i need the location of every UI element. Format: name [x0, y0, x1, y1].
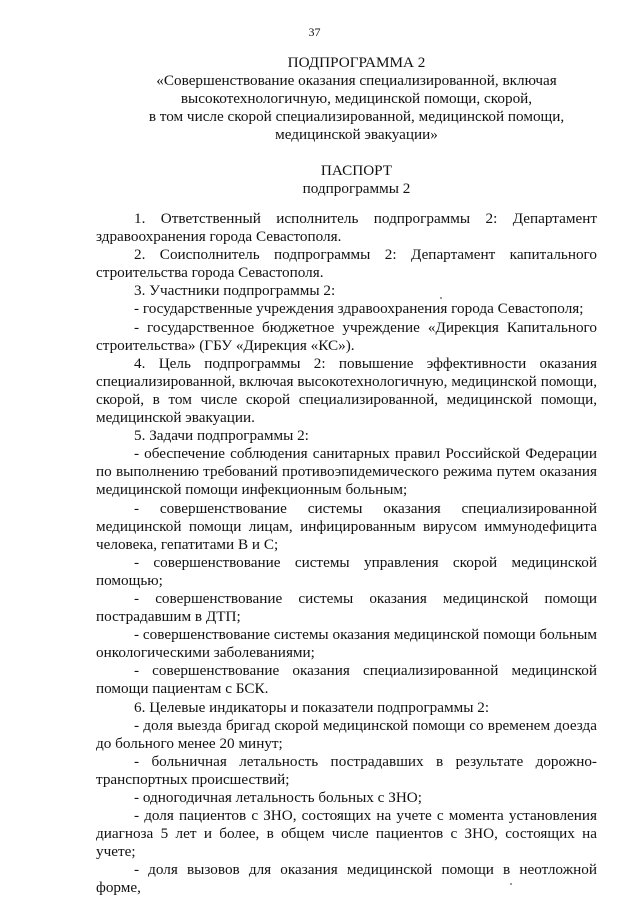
body-line: 3. Участники подпрограммы 2:	[134, 282, 336, 300]
body-line: строительства города Севастополя.	[96, 264, 324, 282]
body-line: здравоохранения города Севастополя.	[96, 228, 342, 246]
subprogram-title: ПОДПРОГРАММА 2	[287, 54, 426, 71]
page-number: 37	[308, 25, 321, 39]
body-line: - совершенствование оказания специализированной медицинской	[134, 662, 597, 680]
body-line: помощи пациентам с БСК.	[96, 680, 269, 698]
body-line: специализированной, включая высокотехнологичную, медицинской помощи,	[96, 372, 597, 390]
body-line: - совершенствование системы оказания медицинской помощи больным	[134, 626, 597, 644]
scan-speck	[510, 883, 512, 885]
body-line: - доля выезда бригад скорой медицинской помощи со временем доезда	[134, 716, 597, 734]
body-line: - совершенствование системы оказания медицинской помощи	[134, 589, 597, 607]
passport-heading	[96, 162, 597, 198]
body-line: человека, гепатитами В и С;	[96, 535, 279, 553]
body-line: 5. Задачи подпрограммы 2:	[134, 427, 309, 445]
body-line: - государственные учреждения здравоохранения города Севастополя;	[134, 300, 584, 318]
body-line: - больничная летальность пострадавших в результате дорожно-	[134, 752, 597, 770]
body-line: медицинской помощи лицам, инфицированным вирусом иммунодефицита	[96, 517, 597, 535]
subprogram-subtitle-line: медицинской эвакуации»	[275, 126, 438, 143]
body-line: 1. Ответственный исполнитель подпрограммы 2: Департамент	[134, 210, 597, 227]
body-line: 2. Соисполнитель подпрограммы 2: Департамент капитального	[134, 246, 597, 264]
subprogram-subtitle-line: «Совершенствование оказания специализированной, включая	[156, 72, 557, 89]
passport-subtitle: подпрограммы 2	[302, 180, 411, 197]
body-line: - совершенствование системы управления скорой медицинской	[134, 553, 597, 571]
subprogram-subtitle-line: высокотехнологичную, медицинской помощи, скорой,	[180, 90, 533, 107]
body-line: медицинской эвакуации.	[96, 409, 255, 427]
body-line: 4. Цель подпрограммы 2: повышение эффективности оказания	[134, 354, 597, 372]
body-line: - доля пациентов с ЗНО, состоящих на учете с момента установления	[134, 807, 597, 825]
body-line: - одногодичная летальность больных с ЗНО;	[134, 789, 422, 806]
passport-body	[96, 210, 597, 898]
body-line: диагноза 5 лет и более, в общем числе пациентов с ЗНО, состоящих на учете;	[96, 825, 597, 861]
body-line: скорой, в том числе скорой специализированной, медицинской помощи,	[96, 390, 597, 408]
body-line: транспортных происшествий;	[96, 770, 290, 788]
body-line: - государственное бюджетное учреждение «Дирекция Капитального	[134, 318, 597, 336]
body-line: строительства» (ГБУ «Дирекция «КС»).	[96, 336, 355, 354]
scan-speck	[440, 297, 442, 299]
body-line: онкологическими заболеваниями;	[96, 644, 315, 662]
body-line: помощью;	[96, 571, 163, 589]
body-line: - совершенствование системы оказания специализированной	[134, 499, 597, 517]
passport-title: ПАСПОРТ	[320, 162, 393, 179]
body-line: пострадавшим в ДТП;	[96, 608, 241, 626]
subprogram-subtitle-line: в том числе скорой специализированной, медицинской помощи,	[148, 108, 565, 125]
subprogram-subtitle	[96, 72, 597, 144]
body-line: до больного менее 20 минут;	[96, 734, 283, 752]
body-line: медицинской помощи инфекционным больным;	[96, 481, 408, 499]
body-line: по выполнению требований противоэпидемического режима путем оказания	[96, 463, 597, 481]
body-line: - доля вызовов для оказания медицинской помощи в неотложной форме,	[96, 861, 597, 897]
body-line: 6. Целевые индикаторы и показатели подпрограммы 2:	[134, 698, 490, 716]
body-line: - обеспечение соблюдения санитарных правил Российской Федерации	[134, 445, 597, 463]
